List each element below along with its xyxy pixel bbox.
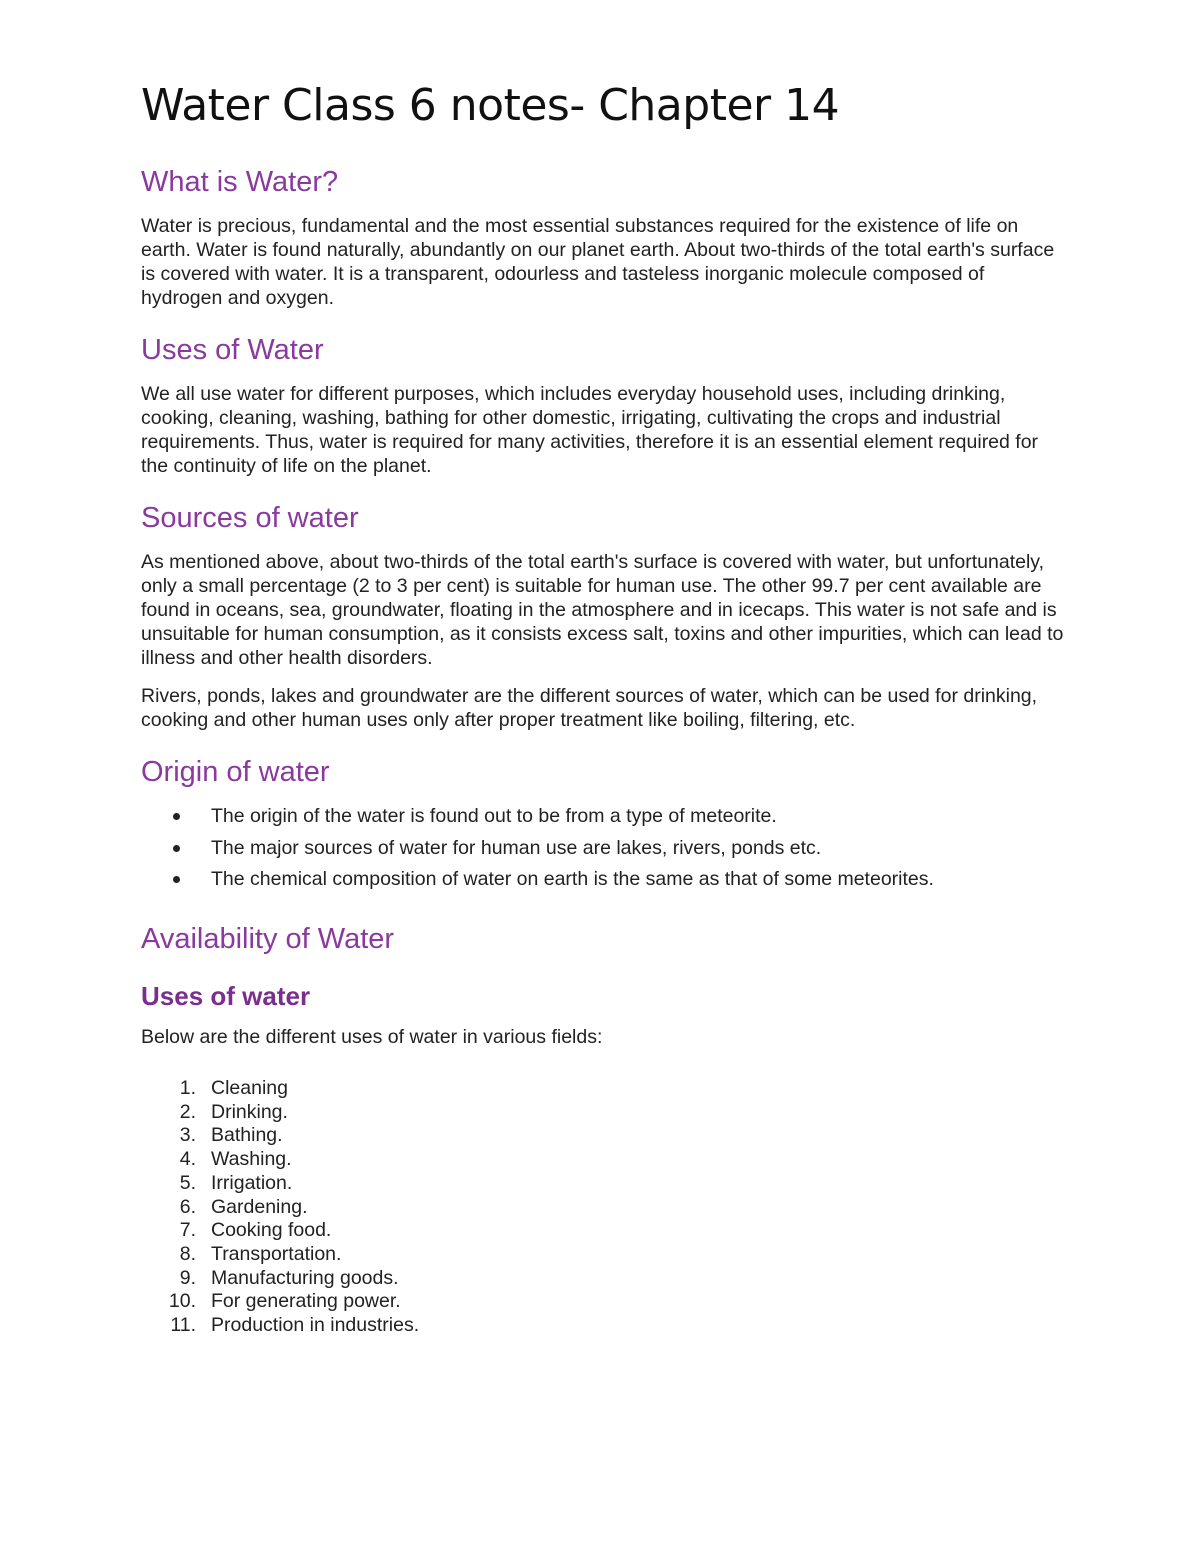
list-item: 1. Cleaning [179, 1077, 288, 1099]
section-heading: What is Water? [141, 166, 339, 198]
list-item: 3. Bathing. [179, 1124, 283, 1147]
paragraph: We all use water for different purposes, which includes everyday household uses, including drinking, cooking, cleaning, washing, bathing for other domestic, irrigating, cultivating the crops and industrial requirements. Thus, water is required for many activities, therefore it is an essential element required for the continuity of life on the planet. [141, 383, 1039, 477]
list-item: The origin of the water is found out to be from a type of meteorite. [141, 804, 1066, 828]
list-item: The major sources of water for human use are lakes, rivers, ponds etc. [141, 836, 1066, 860]
list-item: 8. Transportation. [179, 1242, 342, 1265]
list-item: 6. Gardening. [179, 1195, 308, 1218]
paragraph: Water is precious, fundamental and the most essential substances required for the existence of life on earth. Water is found naturally, abundantly on our planet earth. About two-thirds of the total earth's surface is covered with water. It is a transparent, odourless and tasteless inorganic molecule composed of hydrogen and oxygen. [141, 215, 1055, 309]
subsection-uses-of-water [141, 979, 1066, 1338]
section-heading: Sources of water [141, 502, 359, 534]
list-item: 4. Washing. [179, 1148, 292, 1171]
section-heading: Availability of Water [141, 923, 395, 955]
paragraph: Below are the different uses of water in various fields: [141, 1026, 603, 1048]
list-item: 10. For generating power. [168, 1290, 401, 1313]
bullet-icon [173, 876, 180, 883]
list-item: 11. Production in industries. [170, 1314, 420, 1337]
document-page [141, 78, 1066, 1360]
paragraph: Rivers, ponds, lakes and groundwater are the different sources of water, which can be used for drinking, cooking and other human uses only after proper treatment like boiling, filtering, etc. [141, 685, 1038, 731]
bullet-icon [173, 813, 180, 820]
list-item: The chemical composition of water on earth is the same as that of some meteorites. [141, 867, 1066, 891]
list-item: 5. Irrigation. [179, 1171, 293, 1194]
list-item: 2. Drinking. [179, 1100, 288, 1123]
section-sources-of-water [141, 500, 1066, 732]
paragraph: As mentioned above, about two-thirds of the total earth's surface is covered with water, but unfortunately, only a small percentage (2 to 3 per cent) is suitable for human use. The other 99.7 per cent available are found in oceans, sea, groundwater, floating in the atmosphere and in icecaps. This water is not safe and is unsuitable for human consumption, as it consists excess salt, toxins and other impurities, which can lead to illness and other health disorders. [141, 551, 1064, 669]
list-item: 9. Manufacturing goods. [179, 1266, 399, 1289]
list-item: 7. Cooking food. [179, 1219, 332, 1242]
section-heading: Origin of water [141, 756, 330, 788]
page-title: Water Class 6 notes- Chapter 14 [141, 80, 840, 131]
section-heading: Uses of Water [141, 334, 324, 366]
bullet-icon [173, 845, 180, 852]
section-origin-of-water [141, 754, 1066, 891]
bullet-list [141, 804, 1066, 891]
subsection-heading: Uses of water [141, 981, 311, 1011]
section-what-is-water [141, 164, 1066, 310]
numbered-list [141, 1077, 1066, 1338]
section-availability-of-water [141, 921, 1066, 957]
section-uses-of-water [141, 332, 1066, 478]
